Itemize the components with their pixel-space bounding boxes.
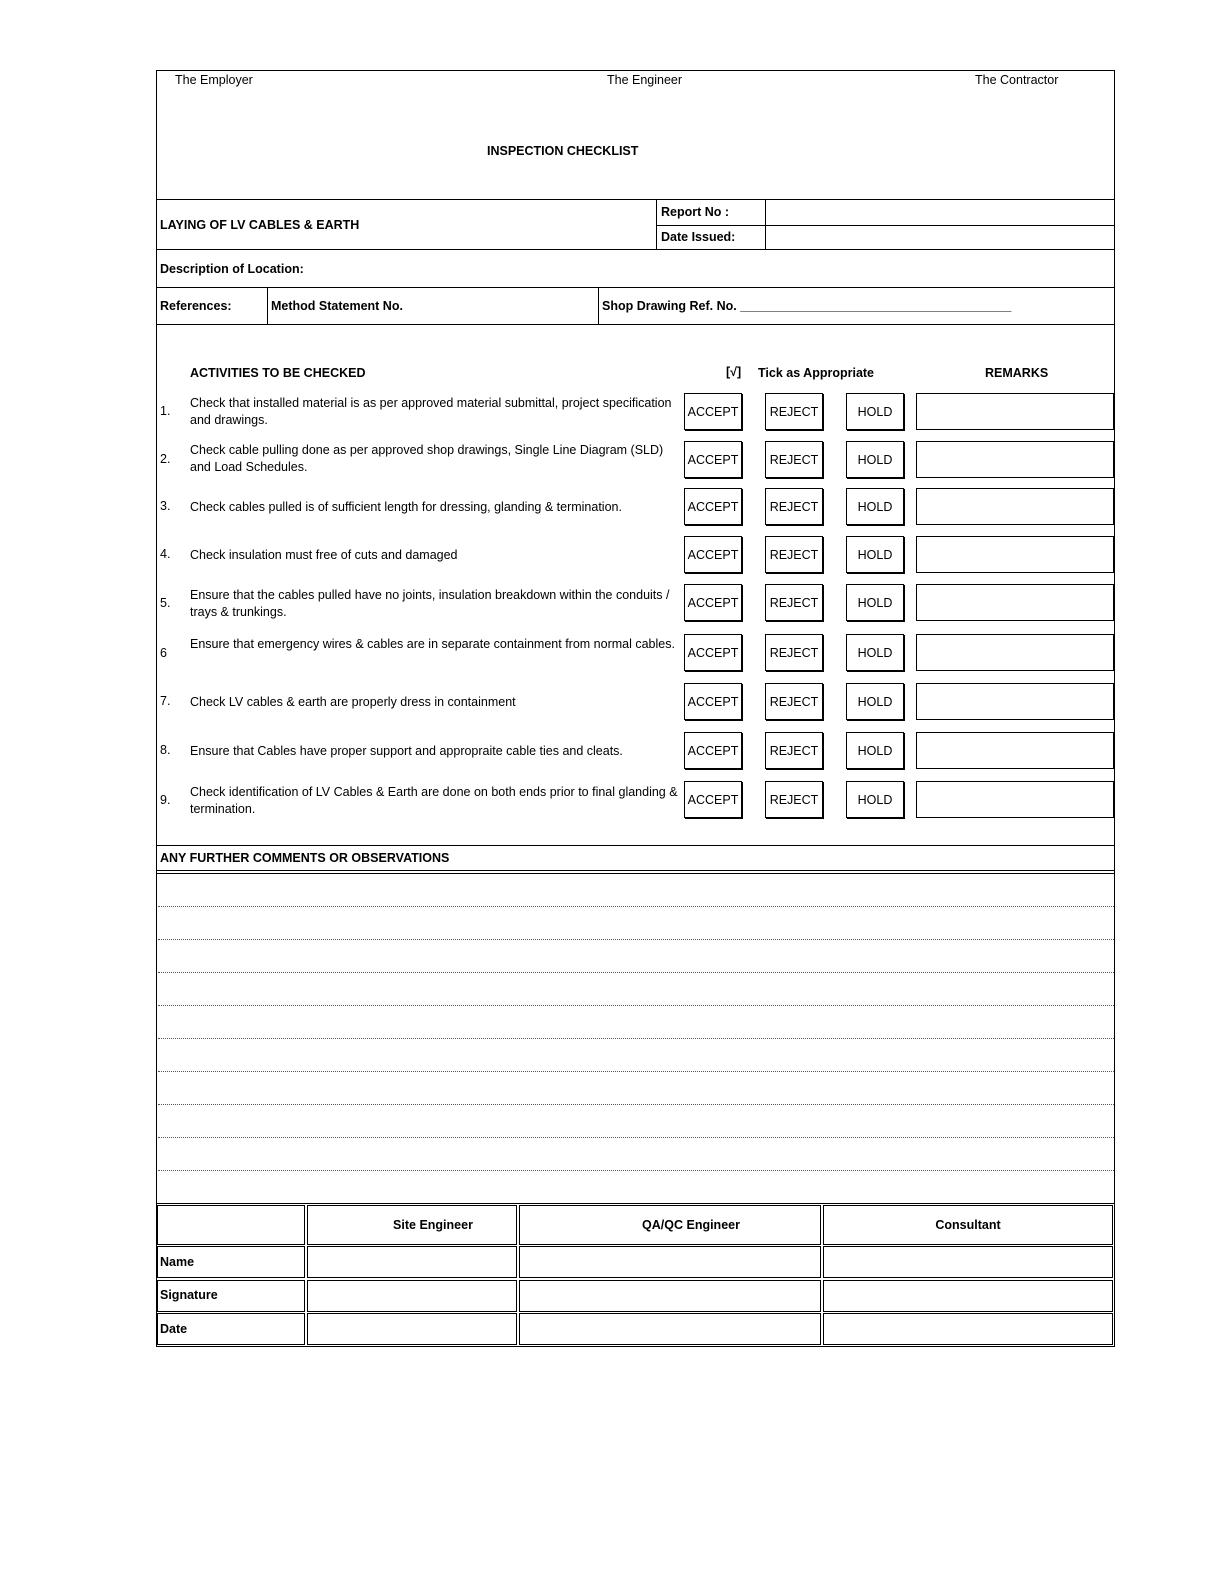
item-text: Ensure that emergency wires & cables are in separate containment from normal cables. xyxy=(190,637,675,651)
item-text: Check cable pulling done as per approved shop drawings, Single Line Diagram (SLD) and Load Schedules. xyxy=(190,443,664,474)
consultant-date-field[interactable] xyxy=(823,1313,1113,1345)
comment-line xyxy=(158,1071,1114,1072)
consultant-signature-field[interactable] xyxy=(823,1280,1113,1312)
page-title: INSPECTION CHECKLIST xyxy=(487,144,639,158)
accept-button[interactable]: ACCEPT xyxy=(684,488,742,525)
divider xyxy=(156,324,1115,325)
site-engineer-header: Site Engineer xyxy=(393,1218,473,1232)
item-text: Check insulation must free of cuts and damaged xyxy=(190,548,458,562)
reject-button[interactable]: REJECT xyxy=(765,634,823,671)
divider xyxy=(156,1203,1115,1204)
remarks-field[interactable] xyxy=(916,683,1114,720)
hold-button[interactable]: HOLD xyxy=(846,488,904,525)
hold-button[interactable]: HOLD xyxy=(846,683,904,720)
reject-button[interactable]: REJECT xyxy=(765,683,823,720)
item-number: 7. xyxy=(160,694,171,708)
accept-button[interactable]: ACCEPT xyxy=(684,441,742,478)
item-text: Check LV cables & earth are properly dress in containment xyxy=(190,695,516,709)
remarks-field[interactable] xyxy=(916,634,1114,671)
reject-button[interactable]: REJECT xyxy=(765,441,823,478)
site-engineer-date-field[interactable] xyxy=(307,1313,517,1345)
divider xyxy=(156,249,1115,250)
qaqc-engineer-name-field[interactable] xyxy=(519,1246,821,1278)
site-engineer-name-field[interactable] xyxy=(307,1246,517,1278)
comment-line xyxy=(158,1170,1114,1171)
divider xyxy=(156,287,1115,288)
report-no-label: Report No : xyxy=(661,205,730,219)
subject-title: LAYING OF LV CABLES & EARTH xyxy=(160,218,360,232)
hold-button[interactable]: HOLD xyxy=(846,732,904,769)
reject-button[interactable]: REJECT xyxy=(765,781,823,818)
qaqc-engineer-date-field[interactable] xyxy=(519,1313,821,1345)
hold-button[interactable]: HOLD xyxy=(846,634,904,671)
accept-button[interactable]: ACCEPT xyxy=(684,683,742,720)
comment-line xyxy=(158,906,1114,907)
activities-header: ACTIVITIES TO BE CHECKED xyxy=(190,366,366,380)
location-label: Description of Location: xyxy=(160,262,304,276)
site-engineer-signature-field[interactable] xyxy=(307,1280,517,1312)
comment-line xyxy=(158,1005,1114,1006)
qaqc-engineer-signature-field[interactable] xyxy=(519,1280,821,1312)
report-no-field[interactable] xyxy=(767,201,1113,224)
comment-line xyxy=(158,972,1114,973)
item-number: 3. xyxy=(160,499,171,513)
item-number: 9. xyxy=(160,793,171,807)
comment-line xyxy=(158,1038,1114,1039)
divider xyxy=(598,287,599,325)
item-text: Ensure that Cables have proper support and appropraite cable ties and cleats. xyxy=(190,744,623,758)
method-statement-label: Method Statement No. xyxy=(271,299,403,313)
consultant-header: Consultant xyxy=(935,1218,1001,1232)
item-number: 5. xyxy=(160,596,171,610)
signature-row-label: Signature xyxy=(160,1288,218,1302)
item-text: Ensure that the cables pulled have no joints, insulation breakdown within the conduits / trays & trunkings. xyxy=(190,588,670,619)
tick-header: Tick as Appropriate xyxy=(758,366,875,380)
comment-line xyxy=(158,939,1114,940)
remarks-field[interactable] xyxy=(916,781,1114,818)
accept-button[interactable]: ACCEPT xyxy=(684,634,742,671)
hold-button[interactable]: HOLD xyxy=(846,781,904,818)
employer-label: The Employer xyxy=(175,73,253,87)
reject-button[interactable]: REJECT xyxy=(765,584,823,621)
date-issued-label: Date Issued: xyxy=(661,230,736,244)
divider xyxy=(656,225,1115,226)
remarks-field[interactable] xyxy=(916,584,1114,621)
remarks-field[interactable] xyxy=(916,393,1114,430)
engineer-label: The Engineer xyxy=(607,73,683,87)
item-text: Check that installed material is as per approved material submittal, project specification and drawings. xyxy=(190,396,672,427)
accept-button[interactable]: ACCEPT xyxy=(684,781,742,818)
contractor-label: The Contractor xyxy=(975,73,1059,87)
divider xyxy=(267,287,268,325)
divider xyxy=(156,870,1115,871)
signoff-cell xyxy=(157,1205,305,1245)
item-number: 1. xyxy=(160,404,171,418)
date-row-label: Date xyxy=(160,1322,188,1336)
comment-line xyxy=(158,1137,1114,1138)
reject-button[interactable]: REJECT xyxy=(765,488,823,525)
qaqc-engineer-header: QA/QC Engineer xyxy=(642,1218,740,1232)
shop-drawing-label: Shop Drawing Ref. No. _______________________________________ xyxy=(602,299,1012,313)
date-issued-field[interactable] xyxy=(767,227,1113,249)
reject-button[interactable]: REJECT xyxy=(765,393,823,430)
item-text: Check identification of LV Cables & Earth are done on both ends prior to final glanding & termination. xyxy=(190,785,678,816)
item-number: 8. xyxy=(160,743,171,757)
remarks-header: REMARKS xyxy=(985,366,1049,380)
accept-button[interactable]: ACCEPT xyxy=(684,393,742,430)
tick-mark: [√] xyxy=(726,365,742,379)
references-label: References: xyxy=(160,299,232,313)
comments-header: ANY FURTHER COMMENTS OR OBSERVATIONS xyxy=(160,851,450,865)
comment-line xyxy=(158,1104,1114,1105)
remarks-field[interactable] xyxy=(916,536,1114,573)
consultant-name-field[interactable] xyxy=(823,1246,1113,1278)
remarks-field[interactable] xyxy=(916,488,1114,525)
item-number: 6 xyxy=(160,646,167,660)
divider xyxy=(156,845,1115,846)
remarks-field[interactable] xyxy=(916,441,1114,478)
reject-button[interactable]: REJECT xyxy=(765,536,823,573)
item-number: 2. xyxy=(160,452,171,466)
hold-button[interactable]: HOLD xyxy=(846,584,904,621)
hold-button[interactable]: HOLD xyxy=(846,393,904,430)
item-number: 4. xyxy=(160,547,171,561)
reject-button[interactable]: REJECT xyxy=(765,732,823,769)
accept-button[interactable]: ACCEPT xyxy=(684,584,742,621)
accept-button[interactable]: ACCEPT xyxy=(684,536,742,573)
remarks-field[interactable] xyxy=(916,732,1114,769)
name-row-label: Name xyxy=(160,1255,195,1269)
hold-button[interactable]: HOLD xyxy=(846,441,904,478)
accept-button[interactable]: ACCEPT xyxy=(684,732,742,769)
divider xyxy=(156,199,1115,200)
item-text: Check cables pulled is of sufficient length for dressing, glanding & termination. xyxy=(190,500,622,514)
hold-button[interactable]: HOLD xyxy=(846,536,904,573)
divider xyxy=(156,873,1115,874)
